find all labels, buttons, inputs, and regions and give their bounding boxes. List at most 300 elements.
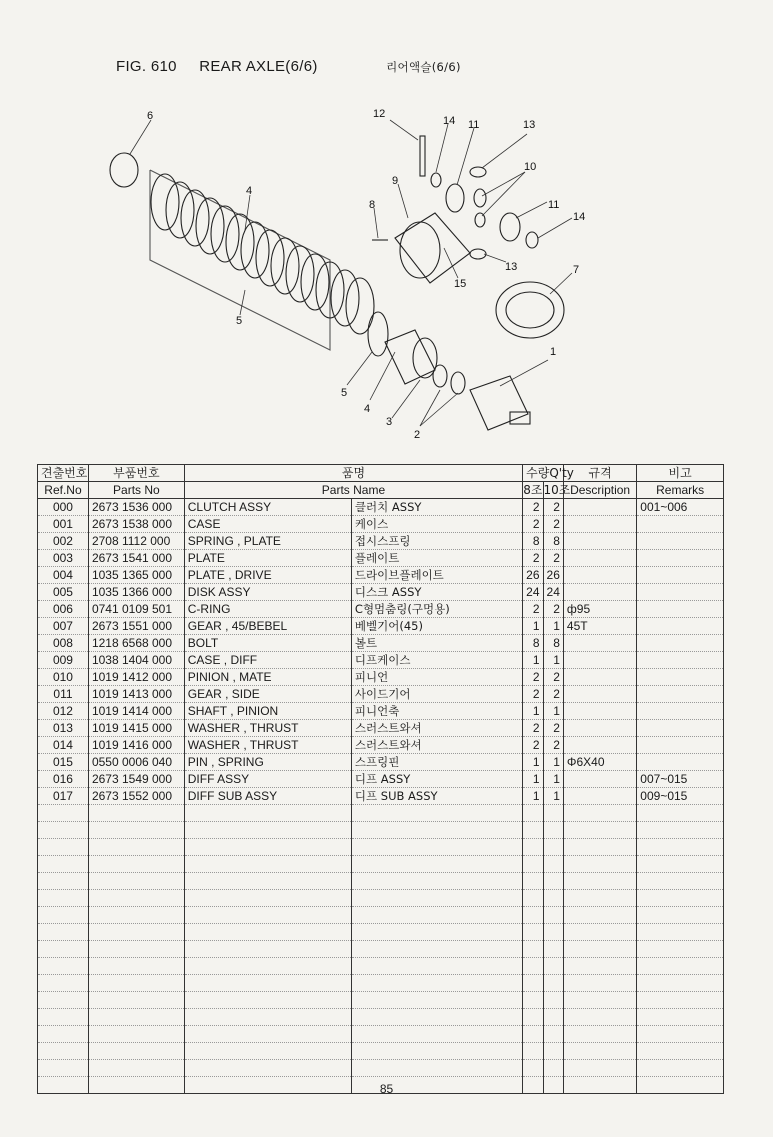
empty-cell [543,958,563,975]
cell-q8: 2 [523,720,543,737]
table-row-empty [38,924,724,941]
cell-name-en: PLATE , DRIVE [184,567,351,584]
empty-cell [351,992,522,1009]
cell-ref: 003 [38,550,89,567]
cell-desc [563,703,636,720]
cell-desc: Φ6X40 [563,754,636,771]
cell-name-ko: 스러스트와셔 [351,720,522,737]
cell-part: 2673 1541 000 [88,550,184,567]
empty-cell [563,856,636,873]
cell-part: 2673 1549 000 [88,771,184,788]
cell-q10: 26 [543,567,563,584]
callout: 8 [369,199,376,211]
table-row [38,533,724,550]
table-row [38,754,724,771]
empty-cell [184,992,351,1009]
empty-cell [563,1026,636,1043]
header-ref-ko: 견출번호 [38,465,89,482]
cell-part: 2673 1538 000 [88,516,184,533]
empty-cell [88,941,184,958]
empty-cell [351,958,522,975]
cell-ref: 014 [38,737,89,754]
table-row [38,737,724,754]
table-row-empty [38,1009,724,1026]
callout: 7 [573,264,580,276]
empty-cell [88,873,184,890]
cell-part: 2673 1552 000 [88,788,184,805]
cell-name-en: DISK ASSY [184,584,351,601]
callout: 4 [364,403,371,415]
cell-part: 1218 6568 000 [88,635,184,652]
empty-cell [351,907,522,924]
table-row [38,703,724,720]
callout: 10 [524,161,537,173]
cell-q8: 2 [523,516,543,533]
empty-cell [563,1060,636,1077]
cell-name-ko: 디스크 ASSY [351,584,522,601]
cell-ref: 000 [38,499,89,516]
cell-q10: 1 [543,771,563,788]
cell-q8: 8 [523,635,543,652]
empty-cell [523,822,543,839]
empty-cell [184,856,351,873]
cell-q10: 2 [543,669,563,686]
header-qty-10: 10조 [543,483,571,497]
cell-name-en: GEAR , SIDE [184,686,351,703]
cell-name-en: CASE [184,516,351,533]
empty-cell [184,1060,351,1077]
clutch-pack-drawing [110,153,388,356]
cell-desc [563,669,636,686]
cell-name-ko: 드라이브플레이트 [351,567,522,584]
callout: 11 [468,119,480,131]
table-row-empty [38,839,724,856]
cell-remarks: 009~015 [637,788,724,805]
empty-cell [38,1043,89,1060]
empty-cell [88,1060,184,1077]
cell-remarks [637,686,724,703]
cell-name-en: WASHER , THRUST [184,720,351,737]
cell-name-en: PLATE [184,550,351,567]
cell-name-en: C-RING [184,601,351,618]
cell-q10: 2 [543,686,563,703]
empty-cell [88,907,184,924]
empty-cell [184,924,351,941]
header-parts-en: Parts No [88,482,184,499]
cell-q10: 2 [543,499,563,516]
table-row-empty [38,805,724,822]
cell-q8: 8 [523,533,543,550]
cell-name-ko: 접시스프링 [351,533,522,550]
callout-labels [147,108,585,441]
empty-cell [563,873,636,890]
cell-ref: 013 [38,720,89,737]
empty-cell [523,856,543,873]
cell-ref: 001 [38,516,89,533]
empty-cell [543,907,563,924]
cell-desc [563,516,636,533]
callout: 5 [341,387,348,399]
cell-remarks [637,669,724,686]
cell-q8: 1 [523,754,543,771]
empty-cell [88,856,184,873]
table-row [38,652,724,669]
empty-cell [563,805,636,822]
cell-name-ko: 디프 ASSY [351,771,522,788]
callout: 4 [246,185,253,197]
page-number: 85 [379,1082,394,1096]
empty-cell [184,839,351,856]
cell-name-ko: 피니언축 [351,703,522,720]
empty-cell [543,890,563,907]
cell-remarks [637,703,724,720]
empty-cell [38,890,89,907]
parts-table [37,464,724,1094]
empty-cell [184,941,351,958]
empty-cell [637,975,724,992]
cell-desc [563,788,636,805]
cell-remarks [637,720,724,737]
cell-name-en: DIFF ASSY [184,771,351,788]
empty-cell [351,924,522,941]
empty-cell [523,890,543,907]
cell-q8: 2 [523,601,543,618]
cell-name-en: DIFF SUB ASSY [184,788,351,805]
cell-part: 1019 1415 000 [88,720,184,737]
header-remarks-ko: 비고 [637,465,724,482]
cell-desc [563,686,636,703]
cell-remarks [637,635,724,652]
empty-cell [637,805,724,822]
empty-cell [523,992,543,1009]
cell-remarks [637,567,724,584]
empty-cell [88,924,184,941]
cell-q10: 1 [543,652,563,669]
empty-cell [543,941,563,958]
empty-cell [543,1026,563,1043]
cell-desc [563,567,636,584]
empty-cell [184,890,351,907]
empty-cell [523,941,543,958]
cell-ref: 016 [38,771,89,788]
callout: 5 [236,315,243,327]
empty-cell [637,958,724,975]
empty-cell [543,1060,563,1077]
cell-name-ko: 디프 SUB ASSY [351,788,522,805]
header-desc-en: Description [563,482,636,499]
empty-cell [637,941,724,958]
cell-ref: 017 [38,788,89,805]
cell-q10: 8 [543,635,563,652]
callout: 9 [392,175,399,187]
empty-cell [543,992,563,1009]
cell-q8: 2 [523,669,543,686]
empty-cell [523,839,543,856]
empty-cell [184,1026,351,1043]
cell-ref: 010 [38,669,89,686]
cell-part: 1019 1412 000 [88,669,184,686]
figure-number: FIG. 610 [116,58,177,75]
empty-cell [88,1009,184,1026]
table-row-empty [38,1043,724,1060]
empty-cell [351,890,522,907]
cell-desc [563,499,636,516]
empty-cell [637,1043,724,1060]
empty-cell [351,822,522,839]
cell-ref: 006 [38,601,89,618]
exploded-diagram [0,90,773,460]
empty-cell [38,839,89,856]
cell-part: 0550 0006 040 [88,754,184,771]
empty-cell [543,1009,563,1026]
cell-q8: 1 [523,788,543,805]
empty-cell [184,822,351,839]
empty-cell [543,1043,563,1060]
empty-cell [38,1026,89,1043]
empty-cell [637,839,724,856]
table-row-empty [38,941,724,958]
empty-cell [351,975,522,992]
cell-part: 1035 1366 000 [88,584,184,601]
cell-q8: 2 [523,737,543,754]
empty-cell [351,856,522,873]
empty-cell [351,805,522,822]
cell-part: 1035 1365 000 [88,567,184,584]
cell-desc [563,720,636,737]
header-name-en: Parts Name [184,482,522,499]
empty-cell [543,805,563,822]
callout: 14 [443,115,456,127]
cell-desc: ф95 [563,601,636,618]
cell-remarks [637,754,724,771]
header-ref-en: Ref.No [38,482,89,499]
empty-cell [88,1026,184,1043]
empty-cell [563,1043,636,1060]
cell-q10: 2 [543,737,563,754]
empty-cell [523,805,543,822]
cell-name-en: BOLT [184,635,351,652]
table-row [38,516,724,533]
cell-remarks [637,516,724,533]
table-row [38,669,724,686]
empty-cell [38,805,89,822]
table-row [38,720,724,737]
callout: 13 [505,261,518,273]
cell-part: 1019 1416 000 [88,737,184,754]
empty-cell [543,856,563,873]
table-row-empty [38,1060,724,1077]
cell-q10: 2 [543,720,563,737]
empty-cell [543,975,563,992]
empty-cell [38,873,89,890]
cell-remarks [637,737,724,754]
empty-cell [637,1060,724,1077]
cell-part: 1038 1404 000 [88,652,184,669]
empty-cell [637,822,724,839]
cell-q10: 2 [543,516,563,533]
figure-title [116,58,479,75]
empty-cell [637,1026,724,1043]
empty-cell [88,805,184,822]
empty-cell [563,958,636,975]
empty-cell [637,1009,724,1026]
empty-cell [637,992,724,1009]
empty-cell [563,941,636,958]
table-row-empty [38,1026,724,1043]
cell-remarks [637,601,724,618]
empty-cell [563,924,636,941]
cell-desc [563,635,636,652]
empty-cell [637,907,724,924]
cell-part: 1019 1413 000 [88,686,184,703]
header-qty-8: 8조 [523,483,543,497]
empty-cell [523,873,543,890]
table-row [38,601,724,618]
cell-name-en: CASE , DIFF [184,652,351,669]
callout: 6 [147,110,154,122]
empty-cell [184,1009,351,1026]
cell-name-ko: 스러스트와셔 [351,737,522,754]
cell-name-en: PINION , MATE [184,669,351,686]
empty-cell [563,890,636,907]
empty-cell [637,873,724,890]
cell-part: 1019 1414 000 [88,703,184,720]
table-row-empty [38,856,724,873]
cell-name-ko: 베벨기어(45) [351,618,522,635]
empty-cell [351,839,522,856]
cell-desc [563,652,636,669]
empty-cell [563,839,636,856]
empty-cell [563,1009,636,1026]
table-row-empty [38,873,724,890]
cell-q10: 24 [543,584,563,601]
table-row-empty [38,975,724,992]
callout: 1 [550,346,557,358]
cell-ref: 015 [38,754,89,771]
cell-remarks [637,584,724,601]
empty-cell [38,958,89,975]
cell-q10: 1 [543,788,563,805]
empty-cell [38,975,89,992]
empty-cell [543,839,563,856]
table-row-empty [38,890,724,907]
figure-title-ko: 리어액슬(6/6) [386,60,461,74]
cell-remarks [637,550,724,567]
cell-ref: 012 [38,703,89,720]
cell-ref: 007 [38,618,89,635]
cell-ref: 011 [38,686,89,703]
cell-name-ko: 스프링핀 [351,754,522,771]
cell-part: 2708 1112 000 [88,533,184,550]
cell-remarks: 001~006 [637,499,724,516]
empty-cell [88,992,184,1009]
callout: 11 [548,199,560,211]
empty-cell [351,1026,522,1043]
empty-cell [88,839,184,856]
callout: 14 [573,211,586,223]
cell-name-en: WASHER , THRUST [184,737,351,754]
table-row-empty [38,992,724,1009]
cell-desc: 45T [563,618,636,635]
cell-q10: 2 [543,601,563,618]
cell-q8: 24 [523,584,543,601]
figure-title-en: REAR AXLE(6/6) [199,58,318,75]
empty-cell [637,856,724,873]
callout: 12 [373,108,386,120]
empty-cell [88,822,184,839]
cell-ref: 004 [38,567,89,584]
empty-cell [563,907,636,924]
table-row-empty [38,958,724,975]
cell-remarks [637,533,724,550]
table-body [38,499,724,1094]
callout: 2 [414,429,421,441]
table-row [38,550,724,567]
table-row-empty [38,822,724,839]
empty-cell [563,992,636,1009]
empty-cell [184,805,351,822]
cell-name-en: GEAR , 45/BEBEL [184,618,351,635]
cell-name-ko: 클러치 ASSY [351,499,522,516]
cell-remarks [637,618,724,635]
cell-q10: 2 [543,550,563,567]
empty-cell [184,907,351,924]
cell-remarks [637,652,724,669]
callout: 3 [386,416,393,428]
cell-q10: 1 [543,618,563,635]
cell-part: 2673 1551 000 [88,618,184,635]
cell-desc [563,533,636,550]
empty-cell [563,822,636,839]
cell-q8: 1 [523,771,543,788]
empty-cell [523,1043,543,1060]
cell-q10: 8 [543,533,563,550]
empty-cell [184,873,351,890]
table-header [38,465,724,499]
empty-cell [38,1009,89,1026]
cell-name-ko: 볼트 [351,635,522,652]
table-row [38,584,724,601]
callout: 15 [454,278,467,290]
header-desc-ko: 규격 [563,465,636,482]
cell-name-ko: 디프케이스 [351,652,522,669]
cell-name-ko: 케이스 [351,516,522,533]
empty-cell [351,1009,522,1026]
header-remarks-en: Remarks [637,482,724,499]
cell-q8: 2 [523,499,543,516]
empty-cell [543,924,563,941]
empty-cell [38,822,89,839]
cell-name-ko: 사이드기어 [351,686,522,703]
empty-cell [351,941,522,958]
table-row-empty [38,907,724,924]
empty-cell [38,856,89,873]
empty-cell [543,873,563,890]
empty-cell [88,958,184,975]
empty-cell [523,958,543,975]
empty-cell [88,1043,184,1060]
table-row [38,635,724,652]
empty-cell [184,1043,351,1060]
table-row [38,686,724,703]
empty-cell [563,975,636,992]
cell-ref: 008 [38,635,89,652]
cell-ref: 009 [38,652,89,669]
empty-cell [38,941,89,958]
table-row [38,567,724,584]
empty-cell [184,958,351,975]
empty-cell [351,873,522,890]
